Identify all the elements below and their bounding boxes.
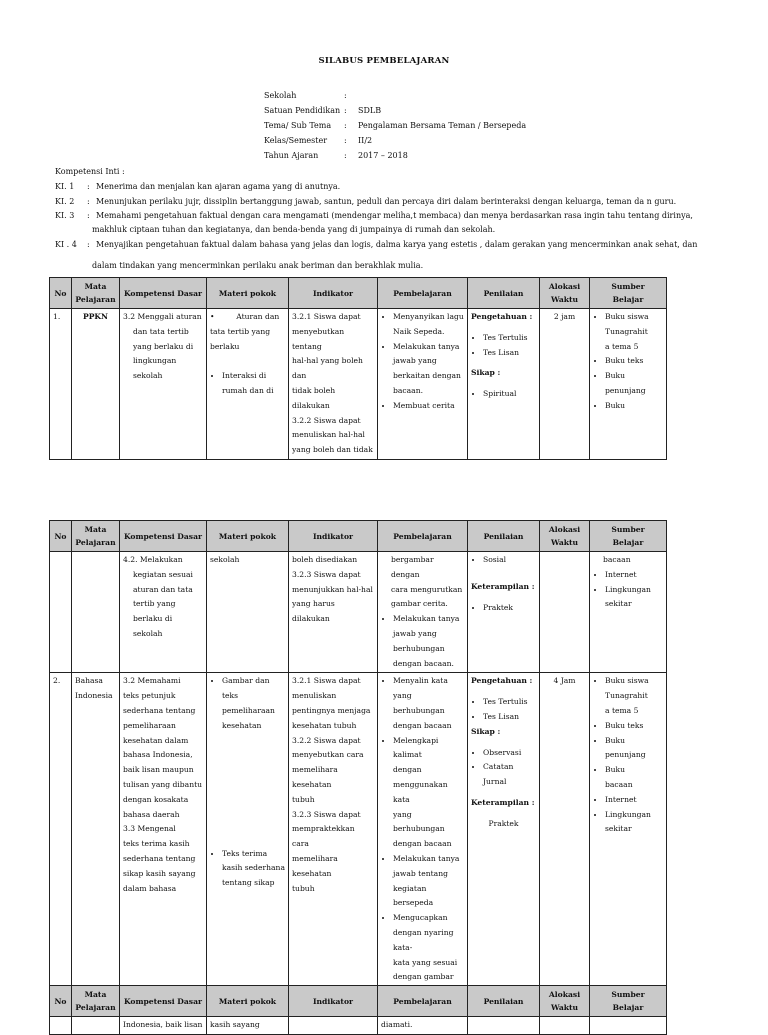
header-penilaian: Penilaian	[468, 278, 540, 309]
cell-pembelajaran: bergambar dengan cara mengurutkan gambar cerita. • Melakukan tanya jawab yang berhubungan dengan bacaan.	[378, 552, 468, 673]
ki-number: KI. 2	[55, 197, 75, 206]
header-mata-pelajaran: Mata Pelajaran	[72, 521, 120, 552]
cell-no: 2.	[50, 673, 72, 1002]
info-label: Tema/ Sub Tema	[264, 121, 332, 130]
ki-text: Menunjukan perilaku jujr, dissiplin bertanggung jawab, santun, peduli dan percaya diri dalam berinteraksi dengan keluarga, teman da n guru.	[96, 197, 677, 206]
ki-colon: :	[87, 240, 90, 249]
info-label: Tahun Ajaran	[264, 151, 319, 160]
ki-text: Memahami pengetahuan faktual dengan cara mengamati (mendengar meliha,t membaca) dan menya berdasarkan rasa ingin tahu tentang dirinya,	[96, 211, 693, 220]
header-sumber-belajar: Sumber Belajar	[590, 986, 667, 1017]
header-pembelajaran: Pembelajaran	[378, 521, 468, 552]
header-no: No	[50, 278, 72, 309]
header-no: No	[50, 521, 72, 552]
ki-text-continued: dalam tindakan yang mencerminkan perilaku anak beriman dan berakhlak mulia.	[92, 261, 424, 270]
cell-penilaian: Pengetahuan : • Tes Tertulis • Tes Lisan Sikap : • Observasi • Catatan Jurnal Keterampilan : Praktek	[468, 673, 540, 1002]
table-header-row	[50, 986, 667, 1017]
cell-no	[50, 1017, 72, 1035]
info-colon: :	[344, 136, 347, 145]
header-penilaian: Penilaian	[468, 521, 540, 552]
school-info	[264, 90, 526, 165]
cell-materi-pokok: • Aturan dan tata tertib yang berlaku • Interaksi di rumah dan di	[207, 309, 289, 460]
cell-kompetensi-dasar: 4.2. Melakukan kegiatan sesuai aturan dan tata tertib yang berlaku di sekolah	[120, 552, 207, 673]
cell-indikator: 3.2.1 Siswa dapat menyebutkan tentang hal-hal yang boleh dan tidak boleh dilakukan 3.2.2 Siswa dapat menuliskan hal-hal yang boleh dan tidak	[289, 309, 378, 460]
header-no: No	[50, 986, 72, 1017]
ki-colon: :	[87, 182, 90, 191]
table-header-row	[50, 521, 667, 552]
ki-number: KI. 1	[55, 182, 75, 191]
cell-mata-pelajaran: Bahasa Indonesia	[72, 673, 120, 1002]
cell-kompetensi-dasar: 3.2 Memahami teks petunjuk sederhana tentang pemeliharaan kesehatan dalam bahasa Indonesia, baik lisan maupun tulisan yang dibantu dengan kosakata bahasa daerah 3.3 Mengenal teks terima kasih sederhana tentang sikap kasih sayang dalam bahasa	[120, 673, 207, 1002]
cell-alokasi-waktu	[540, 552, 590, 673]
header-mata-pelajaran: Mata Pelajaran	[72, 986, 120, 1017]
info-label: Kelas/Semester	[264, 136, 328, 145]
header-alokasi-waktu: Alokasi Waktu	[540, 521, 590, 552]
ki-colon: :	[87, 197, 90, 206]
ki-colon: :	[87, 211, 90, 220]
info-colon: :	[344, 121, 347, 130]
info-label: Satuan Pendidikan	[264, 106, 341, 115]
table-row	[50, 673, 667, 1002]
cell-no	[50, 552, 72, 673]
header-mata-pelajaran: Mata Pelajaran	[72, 278, 120, 309]
header-materi-pokok: Materi pokok	[207, 278, 289, 309]
info-colon: :	[344, 106, 347, 115]
cell-mata-pelajaran: PPKN	[72, 309, 120, 460]
document-title: SILABUS PEMBELAJARAN	[318, 56, 450, 66]
cell-materi-pokok: kasih sayang	[207, 1017, 289, 1035]
info-row-sekolah	[264, 90, 526, 105]
ki-text: Menyajikan pengetahuan faktual dalam bahasa yang jelas dan logis, dalma karya yang estetis , dalam gerakan yang mencerminkan anak sehat, dan	[96, 240, 698, 249]
cell-indikator: boleh disediakan 3.2.3 Siswa dapat menunjukkan hal-hal yang harus dilakukan	[289, 552, 378, 673]
cell-kompetensi-dasar: Indonesia, baik lisan	[120, 1017, 207, 1035]
syllabus-table-page-2	[49, 520, 667, 1002]
syllabus-table-page-3	[49, 985, 667, 1035]
info-row-tahun	[264, 150, 526, 165]
header-sumber-belajar: Sumber Belajar	[590, 521, 667, 552]
info-row-kelas	[264, 135, 526, 150]
cell-pembelajaran: diamati.	[378, 1017, 468, 1035]
ki-heading: Kompetensi Inti :	[55, 167, 125, 176]
cell-alokasi-waktu: 4 Jam	[540, 673, 590, 1002]
cell-kompetensi-dasar: 3.2 Menggali aturan dan tata tertib yang berlaku di lingkungan sekolah	[120, 309, 207, 460]
info-value: Pengalaman Bersama Teman / Bersepeda	[358, 121, 527, 130]
table-header-row	[50, 278, 667, 309]
cell-mata-pelajaran	[72, 1017, 120, 1035]
ki-text: Menerima dan menjalan kan ajaran agama yang di anutnya.	[96, 182, 341, 191]
header-pembelajaran: Pembelajaran	[378, 278, 468, 309]
cell-sumber-belajar	[590, 1017, 667, 1035]
cell-sumber-belajar: bacaan • Internet • Lingkungan sekitar	[590, 552, 667, 673]
info-colon: :	[344, 91, 347, 100]
header-kompetensi-dasar: Kompetensi Dasar	[120, 278, 207, 309]
cell-no: 1.	[50, 309, 72, 460]
cell-materi-pokok: • Gambar dan teks pemeliharaan kesehatan • Teks terima kasih sederhana tentang sikap	[207, 673, 289, 1002]
cell-pembelajaran: • Menyalin kata yang berhubungan dengan bacaan • Melengkapi kalimat dengan menggunakan kata yang berhubungan dengan bacaan • Melakukan tanya jawab tentang kegiatan bersepeda • Mengucapkan dengan nyaring kata- kata yang sesuai dengan gambar	[378, 673, 468, 1002]
cell-alokasi-waktu: 2 jam	[540, 309, 590, 460]
info-colon: :	[344, 151, 347, 160]
ki-number: KI . 4	[55, 240, 77, 249]
header-alokasi-waktu: Alokasi Waktu	[540, 278, 590, 309]
cell-sumber-belajar: • Buku siswa Tunagrahit a tema 5 • Buku teks • Buku penunjang • Buku	[590, 309, 667, 460]
header-indikator: Indikator	[289, 521, 378, 552]
cell-pembelajaran: • Menyanyikan lagu Naik Sepeda. • Melakukan tanya jawab yang berkaitan dengan bacaan. • Membuat cerita	[378, 309, 468, 460]
cell-sumber-belajar: • Buku siswa Tunagrahit a tema 5 • Buku teks • Buku penunjang • Buku bacaan • Internet • Lingkungan sekitar	[590, 673, 667, 1002]
info-value: II/2	[358, 136, 373, 145]
header-indikator: Indikator	[289, 278, 378, 309]
header-alokasi-waktu: Alokasi Waktu	[540, 986, 590, 1017]
table-row	[50, 1017, 667, 1035]
cell-penilaian: Pengetahuan : • Tes Tertulis • Tes Lisan Sikap : • Spiritual	[468, 309, 540, 460]
header-materi-pokok: Materi pokok	[207, 986, 289, 1017]
table-row	[50, 552, 667, 673]
info-row-tema	[264, 120, 526, 135]
info-value: SDLB	[358, 106, 382, 115]
header-pembelajaran: Pembelajaran	[378, 986, 468, 1017]
syllabus-table-page-1	[49, 277, 667, 460]
cell-indikator: 3.2.1 Siswa dapat menuliskan pentingnya menjaga kesehatan tubuh 3.2.2 Siswa dapat menyebutkan cara memelihara kesehatan tubuh 3.2.3 Siswa dapat mempraktekkan cara memelihara kesehatan tubuh	[289, 673, 378, 1002]
cell-indikator	[289, 1017, 378, 1035]
cell-materi-pokok: sekolah	[207, 552, 289, 673]
header-indikator: Indikator	[289, 986, 378, 1017]
cell-penilaian	[468, 1017, 540, 1035]
header-sumber-belajar: Sumber Belajar	[590, 278, 667, 309]
cell-alokasi-waktu	[540, 1017, 590, 1035]
info-row-satuan	[264, 105, 526, 120]
ki-text-continued: makhluk ciptaan tuhan dan kegiatanya, dan benda-benda yang di jumpainya di rumah dan sekolah.	[92, 225, 496, 234]
header-kompetensi-dasar: Kompetensi Dasar	[120, 521, 207, 552]
header-materi-pokok: Materi pokok	[207, 521, 289, 552]
cell-mata-pelajaran	[72, 552, 120, 673]
info-value: 2017 – 2018	[358, 151, 408, 160]
ki-number: KI. 3	[55, 211, 75, 220]
cell-penilaian: • Sosial Keterampilan : • Praktek	[468, 552, 540, 673]
table-row	[50, 309, 667, 460]
info-label: Sekolah	[264, 91, 297, 100]
header-penilaian: Penilaian	[468, 986, 540, 1017]
header-kompetensi-dasar: Kompetensi Dasar	[120, 986, 207, 1017]
